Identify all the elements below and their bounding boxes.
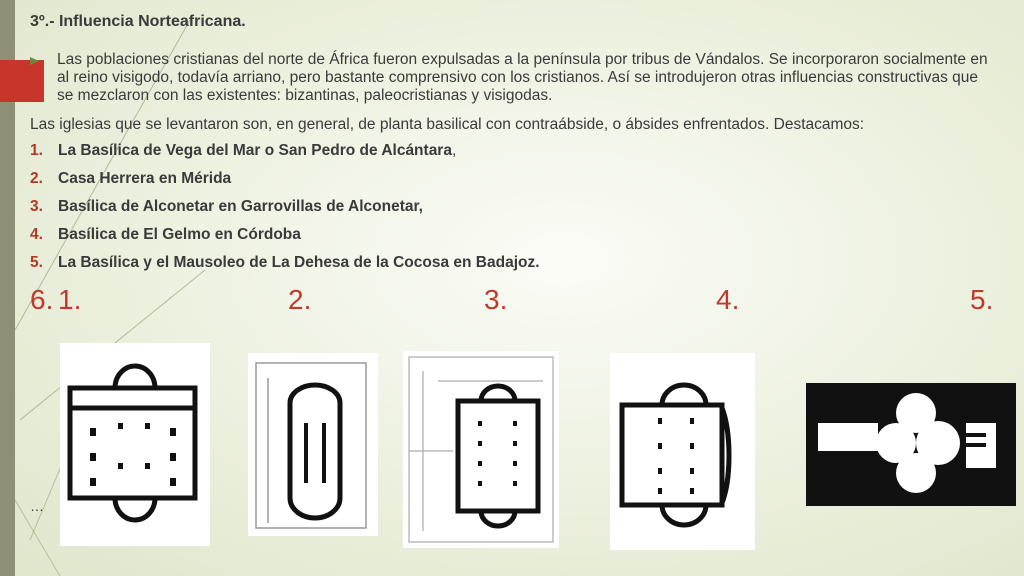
list-item [30,254,540,282]
plan-label-4: 4. [716,284,740,315]
list-number: 1. [30,142,43,159]
list-item [30,142,540,170]
floor-plan-el-gelmo [610,353,755,550]
list-suffix: , [451,142,457,159]
list-number: 2. [30,170,43,187]
floor-plan-casa-herrera [248,353,378,536]
plan-label-5: 5. [970,284,994,315]
intro-text: Las poblaciones cristianas del norte de África fueron expulsadas a la península por tribus de Vándalos. Se incorporaron socialmente en al reino visigodo, todavía arriano, pero bastante comprensivo con los cristianos. Así se introdujeron otras influencias constructivas que se mezclaron con las existentes: bizantinas, paleocristianas y visigodas. [57,51,988,104]
list-label: La Basílica y el Mausoleo de La Dehesa de la Cocosa en Badajoz. [58,254,540,271]
continuation-ellipsis: … [30,498,44,514]
plan-label-2: 2. [288,284,312,315]
list-label: Casa Herrera en Mérida [58,170,232,187]
plan-label-3: 3. [484,284,508,315]
church-list [30,142,540,282]
list-number: 4. [30,226,43,243]
bullet-arrow-icon [30,57,39,65]
list-item [30,226,540,254]
list-item [30,198,540,226]
list-label: Basílica de Alconetar en Garrovillas de Alconetar, [58,198,423,215]
list-label: La Basílica de Vega del Mar o San Pedro de Alcántara [58,142,452,159]
intro-paragraph [30,51,992,105]
floor-plan-vega-del-mar [60,343,210,546]
floor-plan-alconetar [403,351,559,548]
plan-label-6: 6. [30,284,54,315]
list-number: 3. [30,198,43,215]
slide-title: 3º.- Influencia Norteafricana. [30,13,246,30]
list-label: Basílica de El Gelmo en Córdoba [58,226,301,243]
list-number: 5. [30,254,43,271]
churches-paragraph: Las iglesias que se levantaron son, en general, de planta basilical con contraábside, o ábsides enfrentados. Destacamos: [30,116,865,133]
plan-label-1: 1. [58,284,82,315]
plan-labels [30,284,1000,320]
list-item [30,170,540,198]
floor-plan-la-cocosa [806,383,1016,506]
